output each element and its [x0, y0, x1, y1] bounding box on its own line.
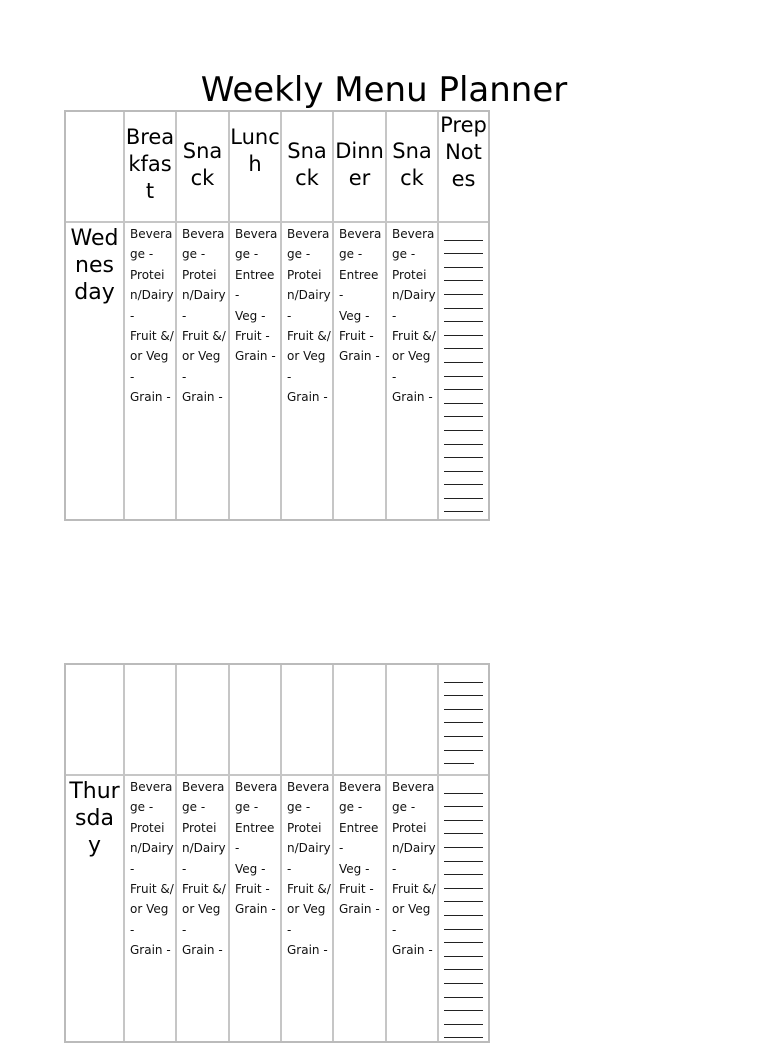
menu-table-week-1 [64, 110, 490, 521]
menu-table-week-2 [64, 663, 490, 1043]
header-prep-notes: Prep Notes [440, 113, 487, 191]
header-corner-cell [66, 112, 123, 221]
meal-cell-snack: Beverage - Protein/Dairy - Fruit &/or Veg - Grain - [392, 780, 436, 958]
header-snack-morning: Snack [182, 139, 223, 190]
meal-cell-snack: Beverage - Protein/Dairy - Fruit &/or Veg - Grain - [287, 227, 331, 405]
meal-cell-dinner: Beverage - Entree - Veg - Fruit - Grain - [339, 227, 382, 364]
day-label-thursday: Thursday [69, 779, 120, 858]
meal-cell-snack: Beverage - Protein/Dairy - Fruit &/or Veg - Grain - [287, 780, 331, 958]
meal-cell-lunch: Beverage - Entree - Veg - Fruit - Grain - [235, 780, 278, 917]
prep-notes-lines-continued [439, 665, 488, 774]
meal-cell-breakfast: Beverage - Protein/Dairy - Fruit &/or Veg - Grain - [130, 780, 174, 958]
header-lunch: Lunch [230, 125, 280, 176]
meal-cell-breakfast: Beverage - Protein/Dairy - Fruit &/or Veg - Grain - [130, 227, 174, 405]
page-title: Weekly Menu Planner [200, 70, 568, 110]
meal-cell-dinner: Beverage - Entree - Veg - Fruit - Grain - [339, 780, 382, 917]
day-label-wednesday: Wednesday [70, 226, 119, 305]
header-snack-afternoon: Snack [287, 139, 327, 190]
meal-cell-snack: Beverage - Protein/Dairy - Fruit &/or Veg - Grain - [182, 780, 226, 958]
meal-cell-snack: Beverage - Protein/Dairy - Fruit &/or Veg - Grain - [182, 227, 226, 405]
header-snack-evening: Snack [392, 139, 432, 190]
header-breakfast: Breakfast [125, 125, 175, 203]
header-dinner: Dinner [335, 139, 384, 190]
prep-notes-lines [439, 776, 488, 1041]
prep-notes-lines [439, 223, 488, 519]
meal-cell-lunch: Beverage - Entree - Veg - Fruit - Grain - [235, 227, 278, 364]
meal-cell-snack: Beverage - Protein/Dairy - Fruit &/or Veg - Grain - [392, 227, 436, 405]
